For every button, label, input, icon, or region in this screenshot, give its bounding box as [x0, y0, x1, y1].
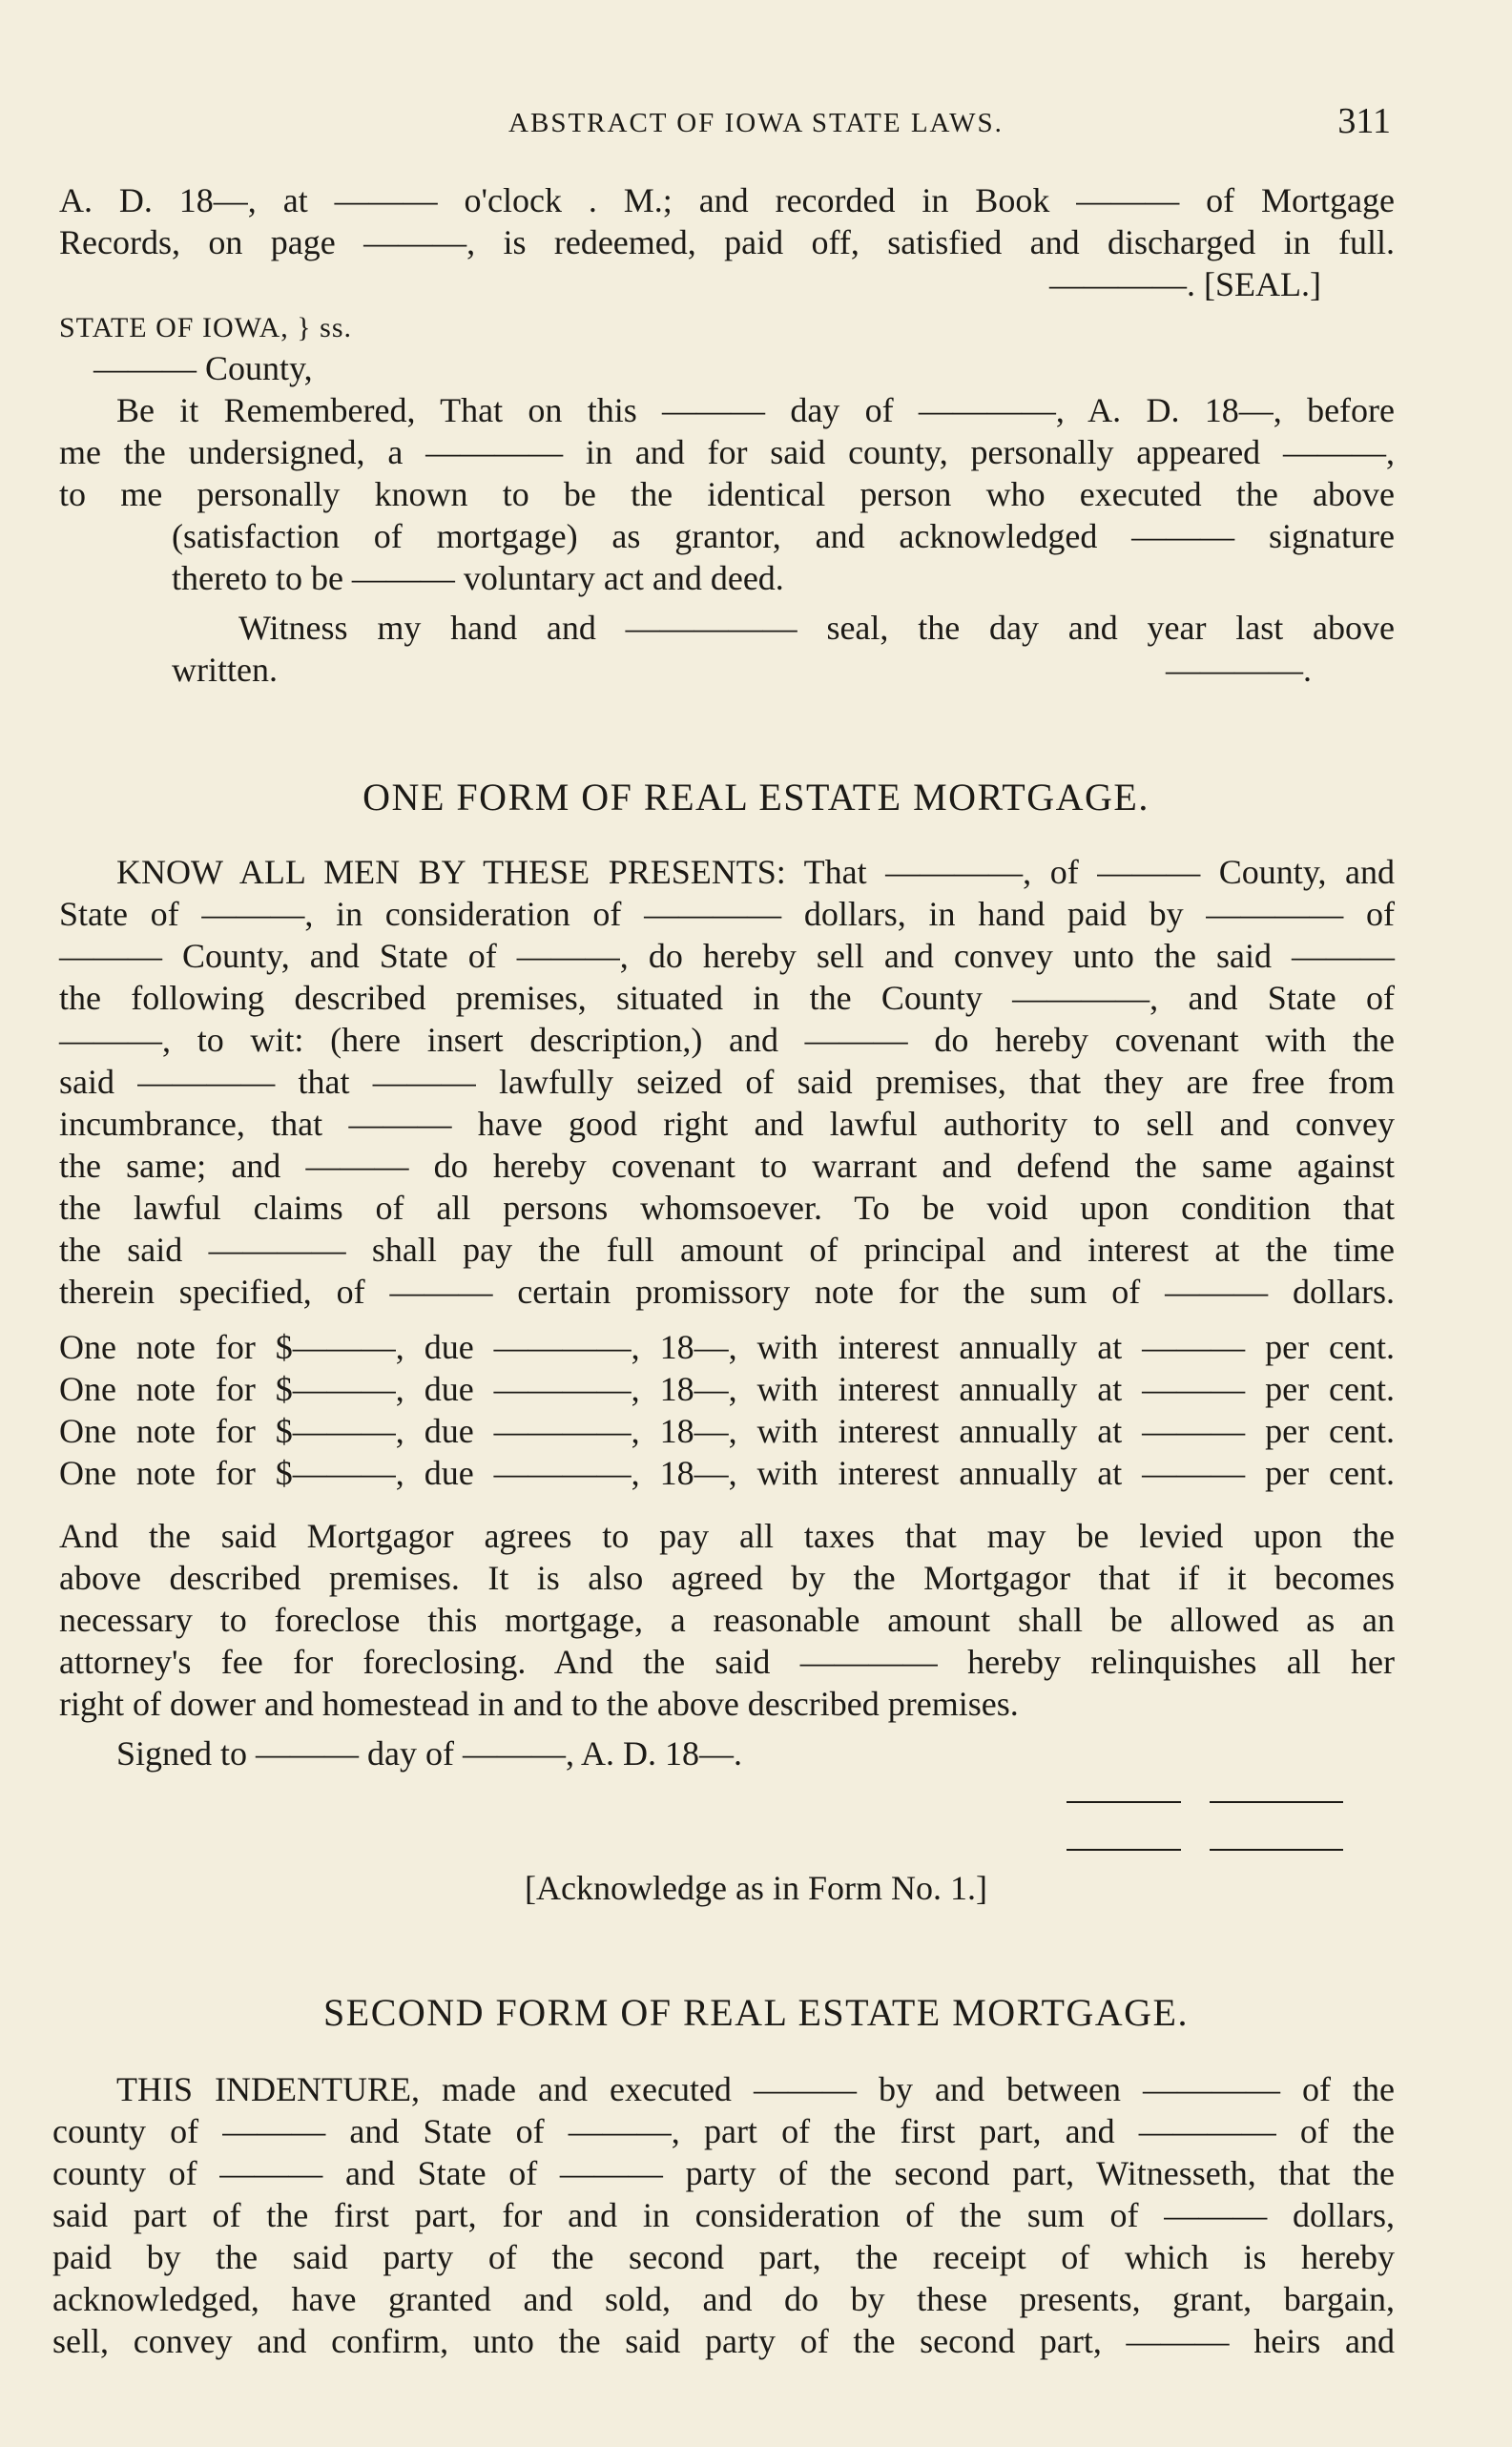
- form-one-line: the said ———— shall pay the full amount of principal and interest at the time: [59, 1231, 1395, 1269]
- satisfaction-line: (satisfaction of mortgage) as grantor, and acknowledged ——— signature: [172, 517, 1395, 555]
- satisfaction-line: thereto to be ——— voluntary act and deed.: [172, 559, 784, 597]
- form-two-line: county of ——— and State of ——— party of the second part, Witnesseth, that the: [52, 2154, 1395, 2192]
- taxes-line: above described premises. It is also agreed by the Mortgagor that if it becomes: [59, 1559, 1395, 1597]
- form-one-line: the lawful claims of all persons whomsoever. To be void upon condition that: [59, 1189, 1395, 1227]
- form-two-line: acknowledged, have granted and sold, and do by these presents, grant, bargain,: [52, 2280, 1395, 2318]
- satisfaction-line: Be it Remembered, That on this ——— day of ————, A. D. 18—, before: [116, 391, 1395, 429]
- form-two-line: county of ——— and State of ———, part of the first part, and ———— of the: [52, 2112, 1395, 2150]
- signature-rule: [1210, 1849, 1343, 1851]
- page-number: 311: [1337, 101, 1391, 141]
- taxes-line: attorney's fee for foreclosing. And the said ———— hereby relinquishes all her: [59, 1643, 1395, 1681]
- signed-line: Signed to ——— day of ———, A. D. 18—.: [116, 1734, 742, 1773]
- venue-county: ——— County,: [93, 349, 313, 387]
- form-one-line: said ———— that ——— lawfully seized of said premises, that they are free from: [59, 1063, 1395, 1101]
- form-one-line: ——— County, and State of ———, do hereby sell and convey unto the said ———: [59, 937, 1395, 975]
- form-two-line: paid by the said party of the second part, the receipt of which is hereby: [52, 2238, 1395, 2276]
- form-one-line: the same; and ——— do hereby covenant to warrant and defend the same against: [59, 1147, 1395, 1185]
- satisfaction-line: to me personally known to be the identical person who executed the above: [59, 475, 1395, 513]
- form-one-line: State of ———, in consideration of ———— dollars, in hand paid by ———— of: [59, 895, 1395, 933]
- acknowledge-note: [Acknowledge as in Form No. 1.]: [525, 1869, 987, 1907]
- note-line: One note for $———, due ————, 18—, with interest annually at ——— per cent.: [59, 1412, 1395, 1450]
- signature-rule: [1067, 1801, 1181, 1803]
- witness-line: written.: [172, 651, 278, 689]
- form-one-line: ———, to wit: (here insert description,) and ——— do hereby covenant with the: [59, 1021, 1395, 1059]
- form-one-line: incumbrance, that ——— have good right and lawful authority to sell and convey: [59, 1105, 1395, 1143]
- form-one-line: therein specified, of ——— certain promissory note for the sum of ——— dollars.: [59, 1273, 1395, 1311]
- signature-rule: [1210, 1801, 1343, 1803]
- form-two-line: sell, convey and confirm, unto the said party of the second part, ——— heirs and: [52, 2322, 1395, 2360]
- signature-line: ————.: [1166, 651, 1312, 689]
- seal-line: ————. [SEAL.]: [1049, 265, 1321, 303]
- witness-line: Witness my hand and ————— seal, the day and year last above: [238, 609, 1395, 647]
- signature-rule: [1067, 1849, 1181, 1851]
- running-header: [0, 100, 1512, 148]
- section-heading: ONE FORM OF REAL ESTATE MORTGAGE.: [362, 776, 1150, 819]
- running-title: ABSTRACT OF IOWA STATE LAWS.: [508, 108, 1004, 138]
- taxes-line: necessary to foreclose this mortgage, a reasonable amount shall be allowed as an: [59, 1601, 1395, 1639]
- form-two-line: said part of the first part, for and in consideration of the sum of ——— dollars,: [52, 2196, 1395, 2234]
- taxes-line: And the said Mortgagor agrees to pay all taxes that may be levied upon the: [59, 1517, 1395, 1555]
- form-two-line: THIS INDENTURE, made and executed ——— by and between ———— of the: [116, 2070, 1395, 2108]
- satisfaction-line: Records, on page ———, is redeemed, paid off, satisfied and discharged in full.: [59, 223, 1395, 261]
- note-line: One note for $———, due ————, 18—, with interest annually at ——— per cent.: [59, 1328, 1395, 1366]
- venue-state: STATE OF IOWA, } ss.: [59, 312, 353, 343]
- taxes-line: right of dower and homestead in and to the above described premises.: [59, 1685, 1019, 1723]
- satisfaction-line: A. D. 18—, at ——— o'clock . M.; and recorded in Book ——— of Mortgage: [59, 181, 1395, 219]
- section-heading: SECOND FORM OF REAL ESTATE MORTGAGE.: [323, 1991, 1189, 2034]
- form-one-line: KNOW ALL MEN BY THESE PRESENTS: That ————, of ——— County, and: [116, 853, 1395, 891]
- note-line: One note for $———, due ————, 18—, with interest annually at ——— per cent.: [59, 1370, 1395, 1408]
- form-one-line: the following described premises, situated in the County ————, and State of: [59, 979, 1395, 1017]
- satisfaction-line: me the undersigned, a ———— in and for said county, personally appeared ———,: [59, 433, 1395, 471]
- note-line: One note for $———, due ————, 18—, with interest annually at ——— per cent.: [59, 1454, 1395, 1492]
